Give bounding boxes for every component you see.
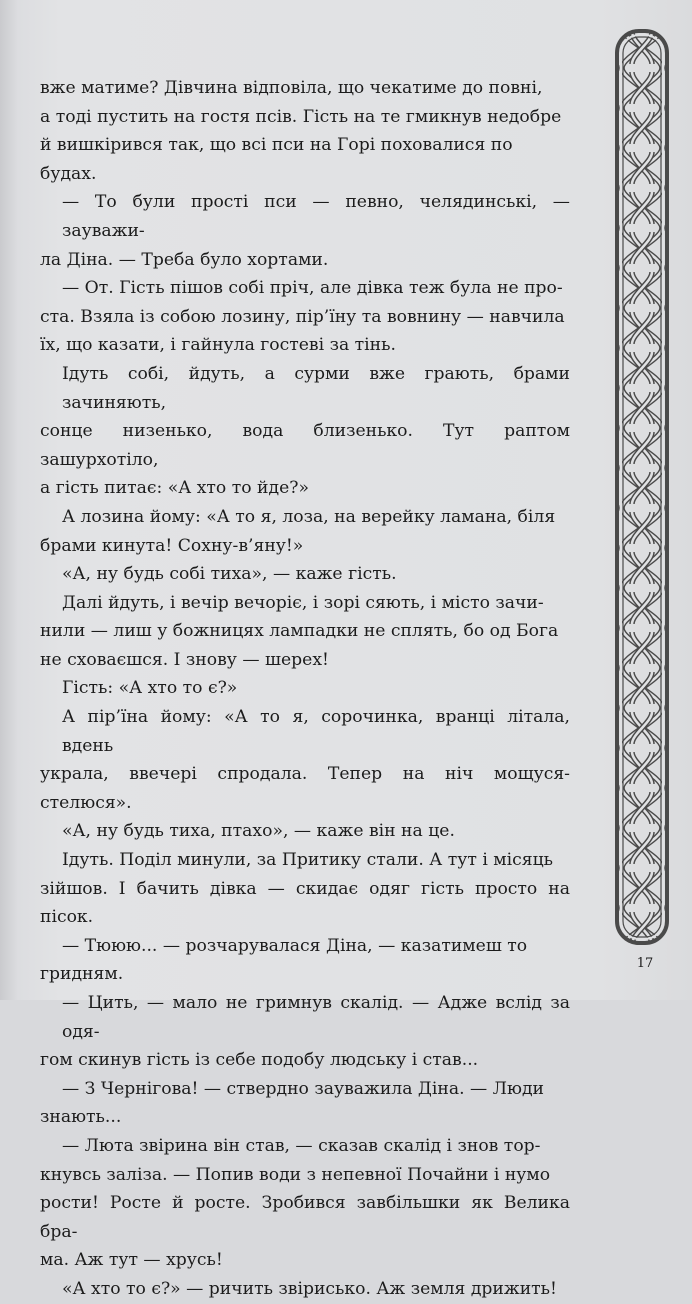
text-line: знають... [40,1107,122,1128]
text-line: рости! Росте й росте. Зробився завбільшки як Велика бра- [40,1193,570,1242]
text-line: нили — лиш у божницях лампадки не сплять, бо од Бога [40,621,559,642]
text-line: Ідуть собі, йдуть, а сурми вже грають, брами зачиняють, [62,363,570,413]
text-line: Гість: «А хто то є?» [62,678,238,699]
text-line: — От. Гість пішов собі пріч, але дівка теж була не про- [62,278,563,299]
text-line: — То були прості пси — певно, челядинські, — зауважи- [62,192,570,241]
text-line: — Цить, — мало не гримнув скалід. — Адже вслід за одя- [62,993,570,1042]
text-line: сонце низенько, вода близенько. Тут раптом зашурхотіло, [40,421,570,470]
text-line: ла Діна. — Треба було хортами. [40,249,329,270]
text-line: кнувсь заліза. — Попив води з непевної Почайни і нумо [40,1164,551,1185]
text-line: гом скинув гість із себе подобу людську і став... [40,1050,479,1071]
text-line: А пір’їна йому: «А то я, сорочинка, вранці літала, вдень [62,707,570,756]
text-line: брами кинута! Сохну-в’яну!» [40,535,304,556]
text-line: украла, ввечері спродала. Тепер на ніч мощуся-стелюся». [40,764,570,813]
text-line: не сховаєшся. І знову — шерех! [40,649,329,670]
text-line: ста. Взяла із собою лозину, пір’їну та вовнину — навчила [40,306,565,327]
text-line: «А, ну будь тиха, птахо», — каже він на це. [62,821,455,842]
text-line: їх, що казати, і гайнула гостеві за тінь. [40,335,396,356]
text-line: «А хто то є?» — ричить звірисько. Аж земля дрижить! [62,1278,557,1299]
page-number: 17 [636,956,654,971]
body-text [40,74,570,1304]
text-line: ма. Аж тут — хрусь! [40,1250,223,1271]
celtic-knot-border [614,28,670,946]
text-line: зійшов. І бачить дівка — скидає одяг гість просто на пісок. [40,878,570,928]
text-line: гридням. [40,964,124,985]
text-line: Ідуть. Поділ минули, за Притику стали. А тут і місяць [62,850,554,871]
text-line: — Тююю... — розчарувалася Діна, — казатимеш то [62,935,528,956]
text-line: а тоді пустить на гостя псів. Гість на те гмикнув недобре [40,106,562,127]
text-line: А лозина йому: «А то я, лоза, на верейку ламана, біля [62,506,556,527]
text-line: «А, ну будь собі тиха», — каже гість. [62,564,397,585]
text-line: — З Чернігова! — ствердно зауважила Діна. — Люди [62,1078,545,1099]
text-line: — Люта звірина він став, — сказав скалід і знов тор- [62,1135,541,1156]
text-line: вже матиме? Дівчина відповіла, що чекатиме до повні, [40,78,543,98]
text-line: Далі йдуть, і вечір вечоріє, і зорі сяють, і місто зачи- [62,592,544,613]
text-line: й вишкірився так, що всі пси на Горі поховалися по будах. [40,135,513,184]
text-line: а гість питає: «А хто то йде?» [40,478,309,499]
